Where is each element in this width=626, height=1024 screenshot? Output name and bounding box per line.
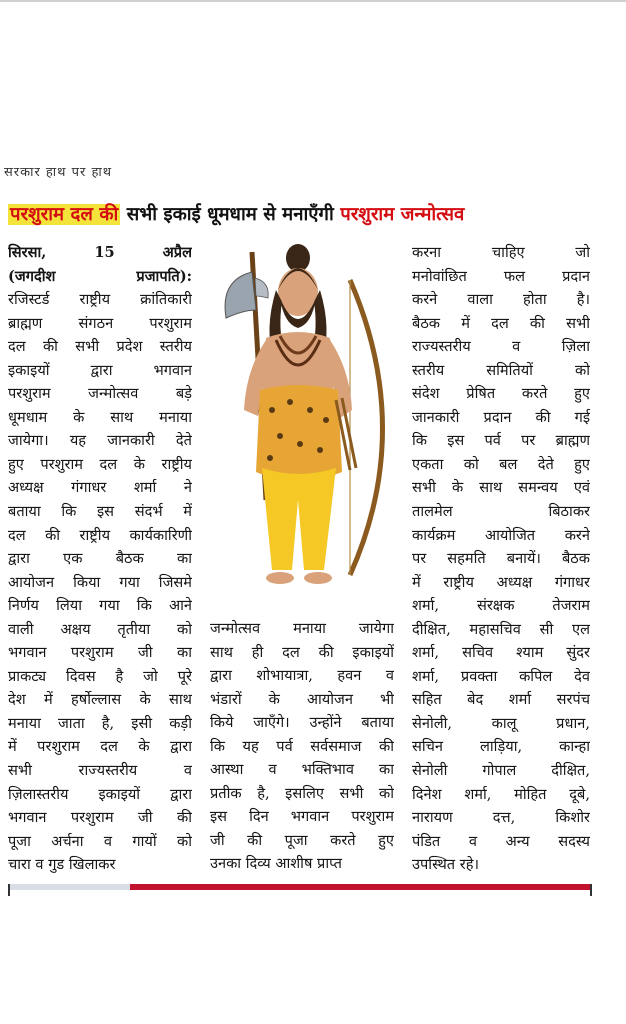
article-line: प्रतीक है, इसलिए सभी को (210, 784, 394, 802)
article-line: स्तरीय समितियों को (412, 361, 590, 379)
headline-middle: सभी इकाई धूमधाम से मनाएँगी (120, 204, 341, 225)
article-line: इकाइयों द्वारा भगवान (8, 361, 192, 379)
article-line: सेनोली, कालू प्रधान, (412, 714, 590, 732)
article-line: द्वारा एक बैठक का (8, 550, 192, 568)
article-line: जानकारी प्रदान की गई (412, 408, 590, 426)
article-line: आयोजन किया गया जिसमे (8, 573, 192, 591)
article-line: दीक्षित, महासचिव सी एल (412, 620, 590, 638)
article-line: जी की पूजा करते हुए (210, 831, 394, 849)
article-line: जन्मोत्सव मनाया जायेगा (210, 620, 394, 637)
article-line: एकता को बल देते हुए (412, 455, 590, 473)
article-line: प्राकट्य दिवस है जो पूरे (8, 667, 192, 685)
article-line: इस दिन भगवान परशुराम (210, 808, 394, 826)
article-line: बैठक में दल की सभी (412, 314, 590, 332)
article-line: सचिन लाड़िया, कान्हा (412, 738, 590, 756)
article-line: साथ ही दल की इकाइयों (210, 643, 394, 661)
headline (8, 196, 612, 234)
article-line: सभी के साथ समन्वय एवं (412, 479, 590, 497)
article-line: कि यह पर्व सर्वसमाज की (210, 737, 394, 755)
article-column-2 (210, 617, 394, 876)
article-line: बताया कि इस संदर्भ में (8, 503, 192, 521)
article-line: ज़िलास्तरीय इकाइयों द्वारा (8, 785, 192, 803)
article-line: मनाया जाता है, इसी कड़ी (8, 714, 192, 732)
article-line: राज्यस्तरीय व ज़िला (412, 338, 590, 356)
article-line: रजिस्टर्ड राष्ट्रीय क्रांतिकारी (8, 291, 192, 309)
headline-highlight: परशुराम दल की (10, 204, 119, 225)
article-line: में परशुराम दल के द्वारा (8, 738, 192, 756)
article-line: में राष्ट्रीय अध्यक्ष गंगाधर (412, 573, 590, 591)
article-line: करना चाहिए जो (412, 244, 590, 261)
article-line: कि इस पर्व पर ब्राह्मण (412, 432, 590, 450)
article-line: किये जाएँगे। उन्होंने बताया (210, 714, 394, 732)
article-line: चारा व गुड खिलाकर (8, 856, 116, 874)
article-line: पूजा अर्चना व गायों को (8, 832, 192, 850)
article-line: वाली अक्षय तृतीया को (8, 620, 192, 638)
article-line: दिनेश शर्मा, मोहित दूबे, (412, 785, 590, 803)
article-line: सभी राज्यस्तरीय व (8, 762, 192, 780)
article-column-1 (8, 241, 192, 877)
article-line: सहित बेद शर्मा सरपंच (412, 691, 590, 709)
axe-icon (225, 272, 256, 318)
article-line: उनका दिव्य आशीष प्राप्त (210, 855, 342, 873)
headline-end: परशुराम जन्मोत्सव (340, 204, 465, 225)
article-line: आस्था व भक्तिभाव का (210, 761, 394, 779)
article-column-3 (412, 241, 590, 877)
article-line: पर सहमति बनायें। बैठक (412, 550, 590, 568)
article-line: धूमधाम के साथ मनाया (8, 408, 192, 426)
article-line: उपस्थित रहे। (412, 856, 479, 874)
article-line: भंडारों के आयोजन भी (210, 690, 394, 708)
article-line: शर्मा, प्रवक्ता कपिल देव (412, 667, 590, 685)
parshuram-illustration (200, 240, 405, 612)
article-line: भगवान परशुराम जी का (8, 644, 192, 662)
bow-icon (350, 280, 383, 575)
article-line: शर्मा, संरक्षक तेजराम (412, 597, 590, 615)
article-line: संदेश प्रेषित करते हुए (412, 385, 590, 403)
article-line: शर्मा, सचिव श्याम सुंदर (412, 644, 590, 662)
article-line: जायेगा। यह जानकारी देते (8, 432, 192, 450)
article-line: तालमेल बिठाकर (412, 503, 590, 521)
article-line: (जगदीश प्रजापति): (8, 267, 192, 285)
article-line: कार्यक्रम आयोजित करने (412, 526, 590, 544)
article-line: सिरसा, 15 अप्रैल (8, 244, 192, 261)
article-line: मनोवांछित फल प्रदान (412, 267, 590, 285)
article-line: सेनोली गोपाल दीक्षित, (412, 762, 590, 780)
article-line: करने वाला होता है। (412, 291, 590, 309)
article-line: द्वारा शोभायात्रा, हवन व (210, 667, 394, 685)
bottom-tick-left (8, 884, 10, 896)
clipped-previous-article-line: सरकार हाथ पर हाथ (4, 168, 113, 180)
article-line: दल की राष्ट्रीय कार्यकारिणी (8, 526, 192, 544)
article-line: परशुराम जन्मोत्सव बड़े (8, 385, 192, 403)
top-border (0, 0, 626, 2)
article-line: ब्राह्मण संगठन परशुराम (8, 314, 192, 332)
bottom-red-rule (130, 884, 590, 890)
bottom-tick-right (590, 884, 592, 896)
article-line: अध्यक्ष गंगाधर शर्मा ने (8, 479, 192, 497)
article-line: निर्णय लिया गया कि आने (8, 597, 192, 615)
article-line: हुए परशुराम दल के राष्ट्रीय (8, 455, 192, 473)
article-line: दल की सभी प्रदेश स्तरीय (8, 338, 192, 356)
article-line: नारायण दत्त, किशोर (412, 809, 590, 827)
article-line: भगवान परशुराम जी की (8, 809, 192, 827)
article-line: देश में हर्षोल्लास के साथ (8, 691, 192, 709)
article-line: पंडित व अन्य सदस्य (412, 832, 590, 850)
